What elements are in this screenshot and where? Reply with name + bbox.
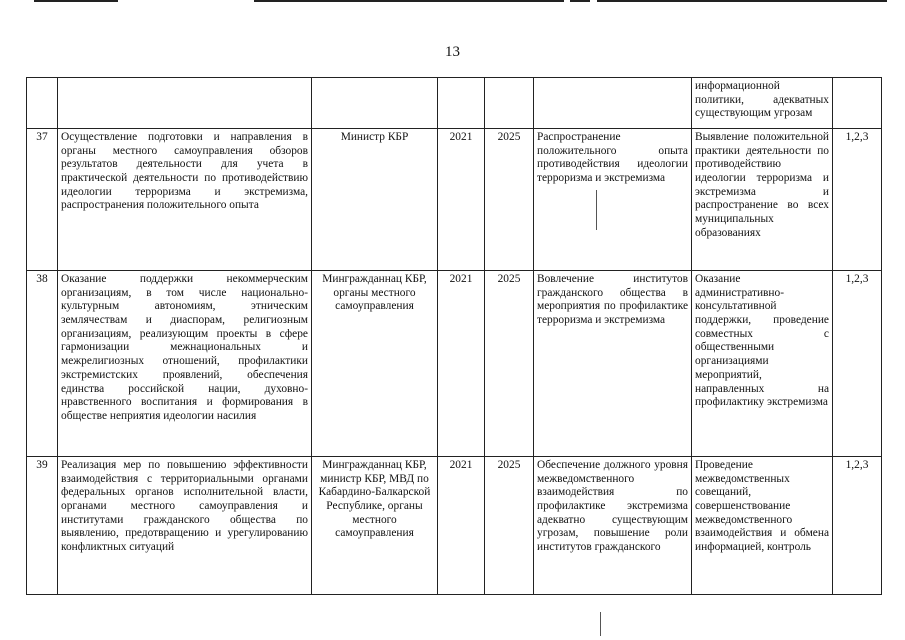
page-number: 13 <box>445 44 460 60</box>
cell-executor <box>312 78 438 129</box>
table-row <box>27 129 882 271</box>
cell-result: Выявление положительной практики деятельности по противодействию идеологии терроризма и экстремизма и распространение во всех муниципальных образованиях <box>692 129 833 271</box>
cell-executor: Мингражданнац КБР, органы местного самоуправления <box>312 271 438 457</box>
cell-goal: Вовлечение институтов гражданского общества в мероприятия по профилактике терроризма и экстремизма <box>534 271 692 457</box>
top-rule <box>597 0 887 2</box>
cell-start-year: 2021 <box>438 457 485 595</box>
cell-indicator: 1,2,3 <box>833 271 882 457</box>
cell-start-year: 2021 <box>438 129 485 271</box>
cell-end-year: 2025 <box>485 129 534 271</box>
cell-result: информационной политики, адекватных существующим угрозам <box>692 78 833 129</box>
cell-number: 38 <box>27 271 58 457</box>
top-rule <box>254 0 564 2</box>
cell-indicator: 1,2,3 <box>833 129 882 271</box>
cell-measure <box>58 78 312 129</box>
top-rule <box>34 0 118 2</box>
cell-end-year: 2025 <box>485 271 534 457</box>
table-row-continuation <box>27 78 882 129</box>
cell-measure: Реализация мер по повышению эффективности взаимодействия с территориальными органами федеральных органов исполнительной власти, органами местного самоуправления и институтами гражданского общества по выявлению, предотвращению и урегулированию конфликтных ситуаций <box>58 457 312 595</box>
cell-end-year <box>485 78 534 129</box>
cell-start-year <box>438 78 485 129</box>
cell-result: Оказание административно-консультативной поддержки, проведение совместных с общественными организациями мероприятий, направленных на профилактику экстремизма <box>692 271 833 457</box>
table-row <box>27 271 882 457</box>
cell-start-year: 2021 <box>438 271 485 457</box>
cell-result: Проведение межведомственных совещаний, совершенствование межведомственного взаимодействия и обмена информацией, контроль <box>692 457 833 595</box>
cell-executor: Министр КБР <box>312 129 438 271</box>
top-rule <box>570 0 590 2</box>
cell-measure: Оказание поддержки некоммерческим организациям, в том числе национально-культурным автономиям, этническим землячествам и диаспорам, религиозным организациям, реализующим проекты в сфере гармонизации межнациональных и межрелигиозных отношений, профилактики экстремистских проявлений, обеспечения единства российской нации, духовно-нравственного воспитания и формирования в обществе неприятия идеологии насилия <box>58 271 312 457</box>
scan-artifact-line <box>596 190 597 230</box>
cell-goal: Обеспечение должного уровня межведомственного взаимодействия по профилактике экстремизма адекватно существующим угрозам, повышение роли институтов гражданского <box>534 457 692 595</box>
cell-measure: Осуществление подготовки и направления в органы местного самоуправления обзоров результатов деятельности для учета в практической деятельности по противодействию идеологии терроризма и экстремизма, распространения положительного опыта <box>58 129 312 271</box>
measures-table <box>26 77 882 595</box>
table-row <box>27 457 882 595</box>
scan-artifact-line <box>600 612 601 636</box>
cell-goal <box>534 78 692 129</box>
cell-number: 37 <box>27 129 58 271</box>
cell-number: 39 <box>27 457 58 595</box>
cell-indicator: 1,2,3 <box>833 457 882 595</box>
cell-executor: Мингражданнац КБР, министр КБР, МВД по Кабардино-Балкарской Республике, органы местного самоуправления <box>312 457 438 595</box>
cell-end-year: 2025 <box>485 457 534 595</box>
cell-goal: Распространение положительного опыта противодействия идеологии терроризма и экстремизма <box>534 129 692 271</box>
cell-indicator <box>833 78 882 129</box>
cell-number <box>27 78 58 129</box>
